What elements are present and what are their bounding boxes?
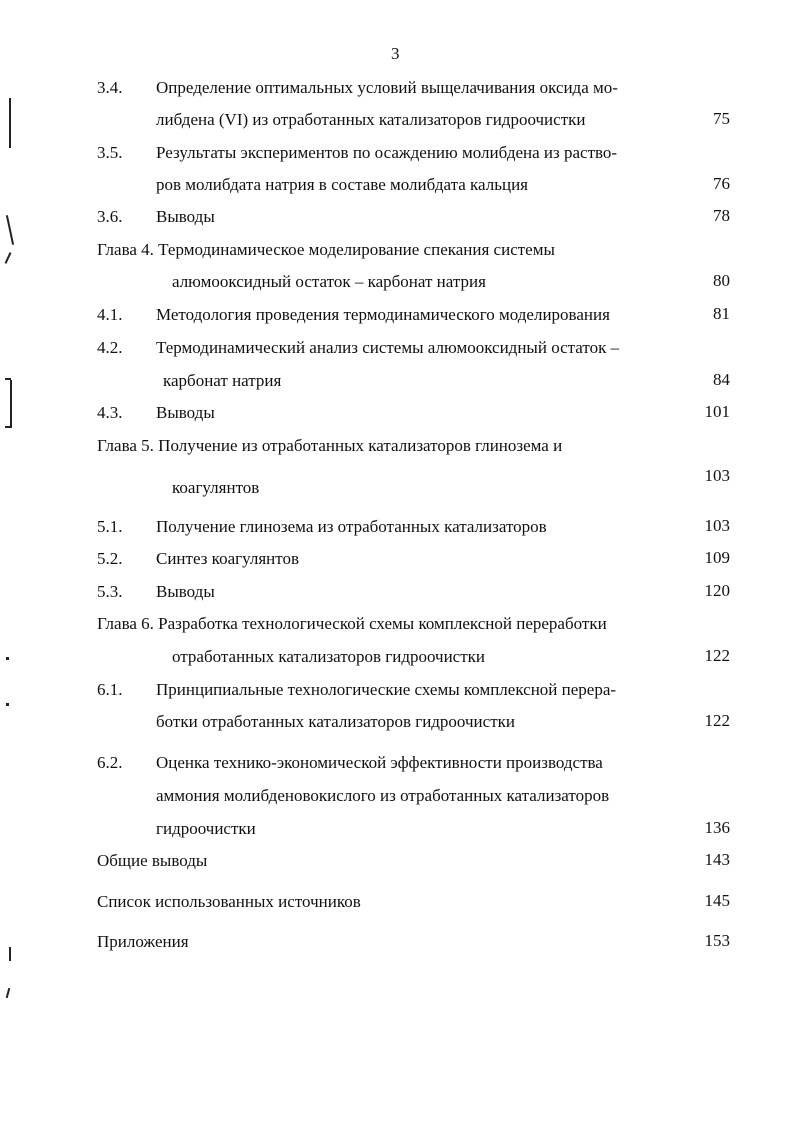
toc-page: 101 (704, 402, 730, 421)
toc-title-line: либдена (VI) из отработанных катализаторов гидроочистки (156, 110, 586, 129)
toc-title-line: Глава 4. Термодинамическое моделирование спекания системы (97, 240, 555, 259)
toc-title-line: отработанных катализаторов гидроочистки (172, 647, 486, 666)
scan-mark (6, 703, 9, 706)
toc-number: 3.6. (97, 207, 123, 226)
toc-number: 5.1. (97, 517, 123, 536)
toc-title-line: Список использованных источников (97, 892, 361, 911)
toc-page: 80 (713, 271, 730, 290)
toc-page: 136 (704, 818, 730, 837)
toc-title-line: Глава 5. Получение из отработанных катализаторов глинозема и (97, 436, 563, 455)
toc-number: 6.2. (97, 753, 123, 772)
toc-title-line: аммония молибденовокислого из отработанных катализаторов (156, 786, 610, 805)
toc-title-line: алюмооксидный остаток – карбонат натрия (172, 272, 486, 291)
scan-mark (5, 426, 11, 428)
toc-title-line: Приложения (97, 932, 189, 951)
scan-mark (6, 657, 9, 660)
toc-page: 153 (704, 931, 730, 950)
toc-title-line: Выводы (156, 207, 215, 226)
toc-number: 3.4. (97, 78, 123, 97)
toc-page: 109 (704, 548, 730, 567)
toc-title-line: карбонат натрия (163, 371, 282, 390)
toc-page: 122 (704, 711, 730, 730)
toc-title-line: Выводы (156, 582, 215, 601)
scan-mark (6, 988, 11, 998)
toc-title-line: Глава 6. Разработка технологической схемы комплексной переработки (97, 614, 607, 633)
toc-number: 6.1. (97, 680, 123, 699)
toc-title-line: Термодинамический анализ системы алюмооксидный остаток – (156, 338, 620, 357)
toc-number: 5.2. (97, 549, 123, 568)
toc-page: 76 (713, 174, 730, 193)
toc-title-line: Общие выводы (97, 851, 208, 870)
scan-mark (6, 215, 14, 245)
toc-page: 122 (704, 646, 730, 665)
toc-number: 5.3. (97, 582, 123, 601)
scan-mark (5, 378, 11, 380)
toc-page: 103 (704, 466, 730, 485)
toc-page: 84 (713, 370, 730, 389)
scan-mark (5, 252, 12, 264)
toc-number: 3.5. (97, 143, 123, 162)
toc-number: 4.2. (97, 338, 123, 357)
toc-title-line: ров молибдата натрия в составе молибдата кальция (156, 175, 528, 194)
toc-number: 4.3. (97, 403, 123, 422)
page-number: 3 (391, 44, 400, 63)
toc-title-line: Методология проведения термодинамического моделирования (156, 305, 610, 324)
scan-mark (9, 947, 11, 961)
toc-title-line: Получение глинозема из отработанных катализаторов (156, 517, 547, 536)
toc-title-line: Оценка технико-экономической эффективности производства (156, 753, 603, 772)
toc-number: 4.1. (97, 305, 123, 324)
toc-page: 75 (713, 109, 730, 128)
toc-page: 78 (713, 206, 730, 225)
toc-title-line: гидроочистки (156, 819, 256, 838)
toc-page: 145 (704, 891, 730, 910)
scan-mark (9, 98, 11, 148)
toc-title-line: Принципиальные технологические схемы комплексной перера- (156, 680, 617, 699)
toc-page: 120 (704, 581, 730, 600)
toc-page: 103 (704, 516, 730, 535)
toc-title-line: коагулянтов (172, 478, 260, 497)
toc-title-line: Определение оптимальных условий выщелачивания оксида мо- (156, 78, 618, 97)
toc-page: 81 (713, 304, 730, 323)
toc-title-line: Результаты экспериментов по осаждению молибдена из раство- (156, 143, 618, 162)
scan-mark (10, 380, 12, 428)
toc-page: 143 (704, 850, 730, 869)
toc-title-line: Синтез коагулянтов (156, 549, 299, 568)
toc-title-line: Выводы (156, 403, 215, 422)
toc-title-line: ботки отработанных катализаторов гидроочистки (156, 712, 515, 731)
